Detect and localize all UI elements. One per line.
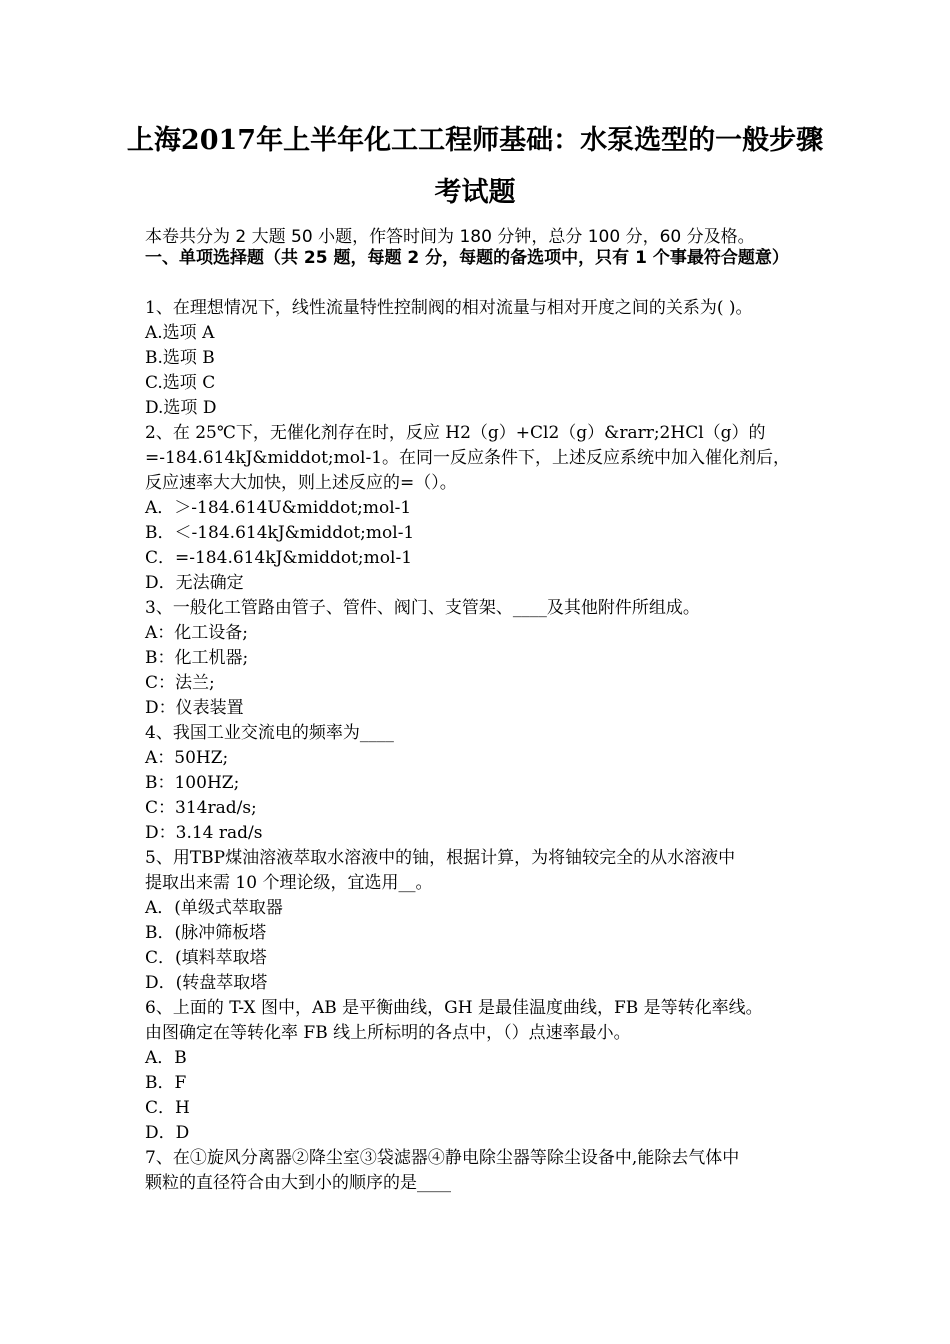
q2-stem-line-3: 反应速率大大加快，则上述反应的=（）。 (145, 473, 457, 493)
exam-intro: 本卷共分为 2 大题 50 小题，作答时间为 180 分钟，总分 100 分，60 分及格。 (145, 227, 755, 247)
q5-stem-line-1: 5、用TBP煤油溶液萃取水溶液中的铀，根据计算，为将铀较完全的从水溶液中 (145, 848, 736, 868)
question-list (145, 296, 815, 1196)
q6-stem-line-1: 6、上面的 T-X 图中，AB 是平衡曲线，GH 是最佳温度曲线，FB 是等转化率线。 (145, 998, 763, 1018)
q4-option-d: D：3.14 rad/s (145, 823, 263, 843)
q3-stem: 3、一般化工管路由管子、管件、阀门、支管架、____及其他附件所组成。 (145, 598, 700, 618)
q6-stem-line-2: 由图确定在等转化率 FB 线上所标明的各点中，（）点速率最小。 (145, 1023, 631, 1043)
q6-option-d: D．D (145, 1123, 190, 1143)
q4-option-a: A：50HZ; (145, 748, 229, 768)
document-title-line-1: 上海2017年上半年化工工程师基础：水泵选型的一般步骤 (126, 125, 824, 156)
q1-option-c: C.选项 C (145, 373, 216, 393)
document-title-line-2: 考试题 (434, 177, 516, 208)
q1-option-d: D.选项 D (145, 398, 217, 418)
q6-option-b: B．F (145, 1073, 187, 1093)
q2-option-b: B．＜-184.614kJ&middot;mol-1 (145, 523, 415, 543)
q2-option-d: D．无法确定 (145, 573, 244, 593)
q7-stem-line-2: 颗粒的直径符合由大到小的顺序的是____ (145, 1173, 451, 1193)
q2-stem-line-2: =-184.614kJ&middot;mol-1。在同一反应条件下，上述反应系统中加入催化剂后， (145, 448, 791, 468)
q6-option-a: A．B (145, 1048, 187, 1068)
q3-option-c: C：法兰; (145, 673, 215, 693)
q4-option-c: C：314rad/s; (145, 798, 257, 818)
q5-option-a: A．(单级式萃取器 (145, 898, 283, 918)
q2-option-c: C．=-184.614kJ&middot;mol-1 (145, 548, 413, 568)
q4-stem: 4、我国工业交流电的频率为____ (145, 723, 394, 743)
q3-option-b: B：化工机器; (145, 648, 249, 668)
q7-stem-line-1: 7、在①旋风分离器②降尘室③袋滤器④静电除尘器等除尘设备中,能除去气体中 (145, 1148, 740, 1168)
q2-stem-line-1: 2、在 25℃下，无催化剂存在时，反应 H2（g）+Cl2（g）&rarr;2HCl（g）的 (145, 423, 766, 443)
q3-option-a: A：化工设备; (145, 623, 249, 643)
q5-option-d: D．(转盘萃取塔 (145, 973, 268, 993)
q1-option-b: B.选项 B (145, 348, 215, 368)
q5-option-c: C．(填料萃取塔 (145, 948, 267, 968)
q2-option-a: A．＞-184.614U&middot;mol-1 (145, 498, 412, 518)
q6-option-c: C．H (145, 1098, 190, 1118)
section-heading: 一、单项选择题（共 25 题，每题 2 分，每题的备选项中，只有 1 个事最符合题意） (145, 248, 789, 268)
q3-option-d: D：仪表装置 (145, 698, 244, 718)
q1-option-a: A.选项 A (145, 323, 215, 343)
q1-stem: 1、在理想情况下，线性流量特性控制阀的相对流量与相对开度之间的关系为( )。 (145, 298, 753, 318)
q5-option-b: B．(脉冲筛板塔 (145, 923, 267, 943)
q5-stem-line-2: 提取出来需 10 个理论级，宜选用__。 (145, 873, 433, 893)
q4-option-b: B：100HZ; (145, 773, 240, 793)
